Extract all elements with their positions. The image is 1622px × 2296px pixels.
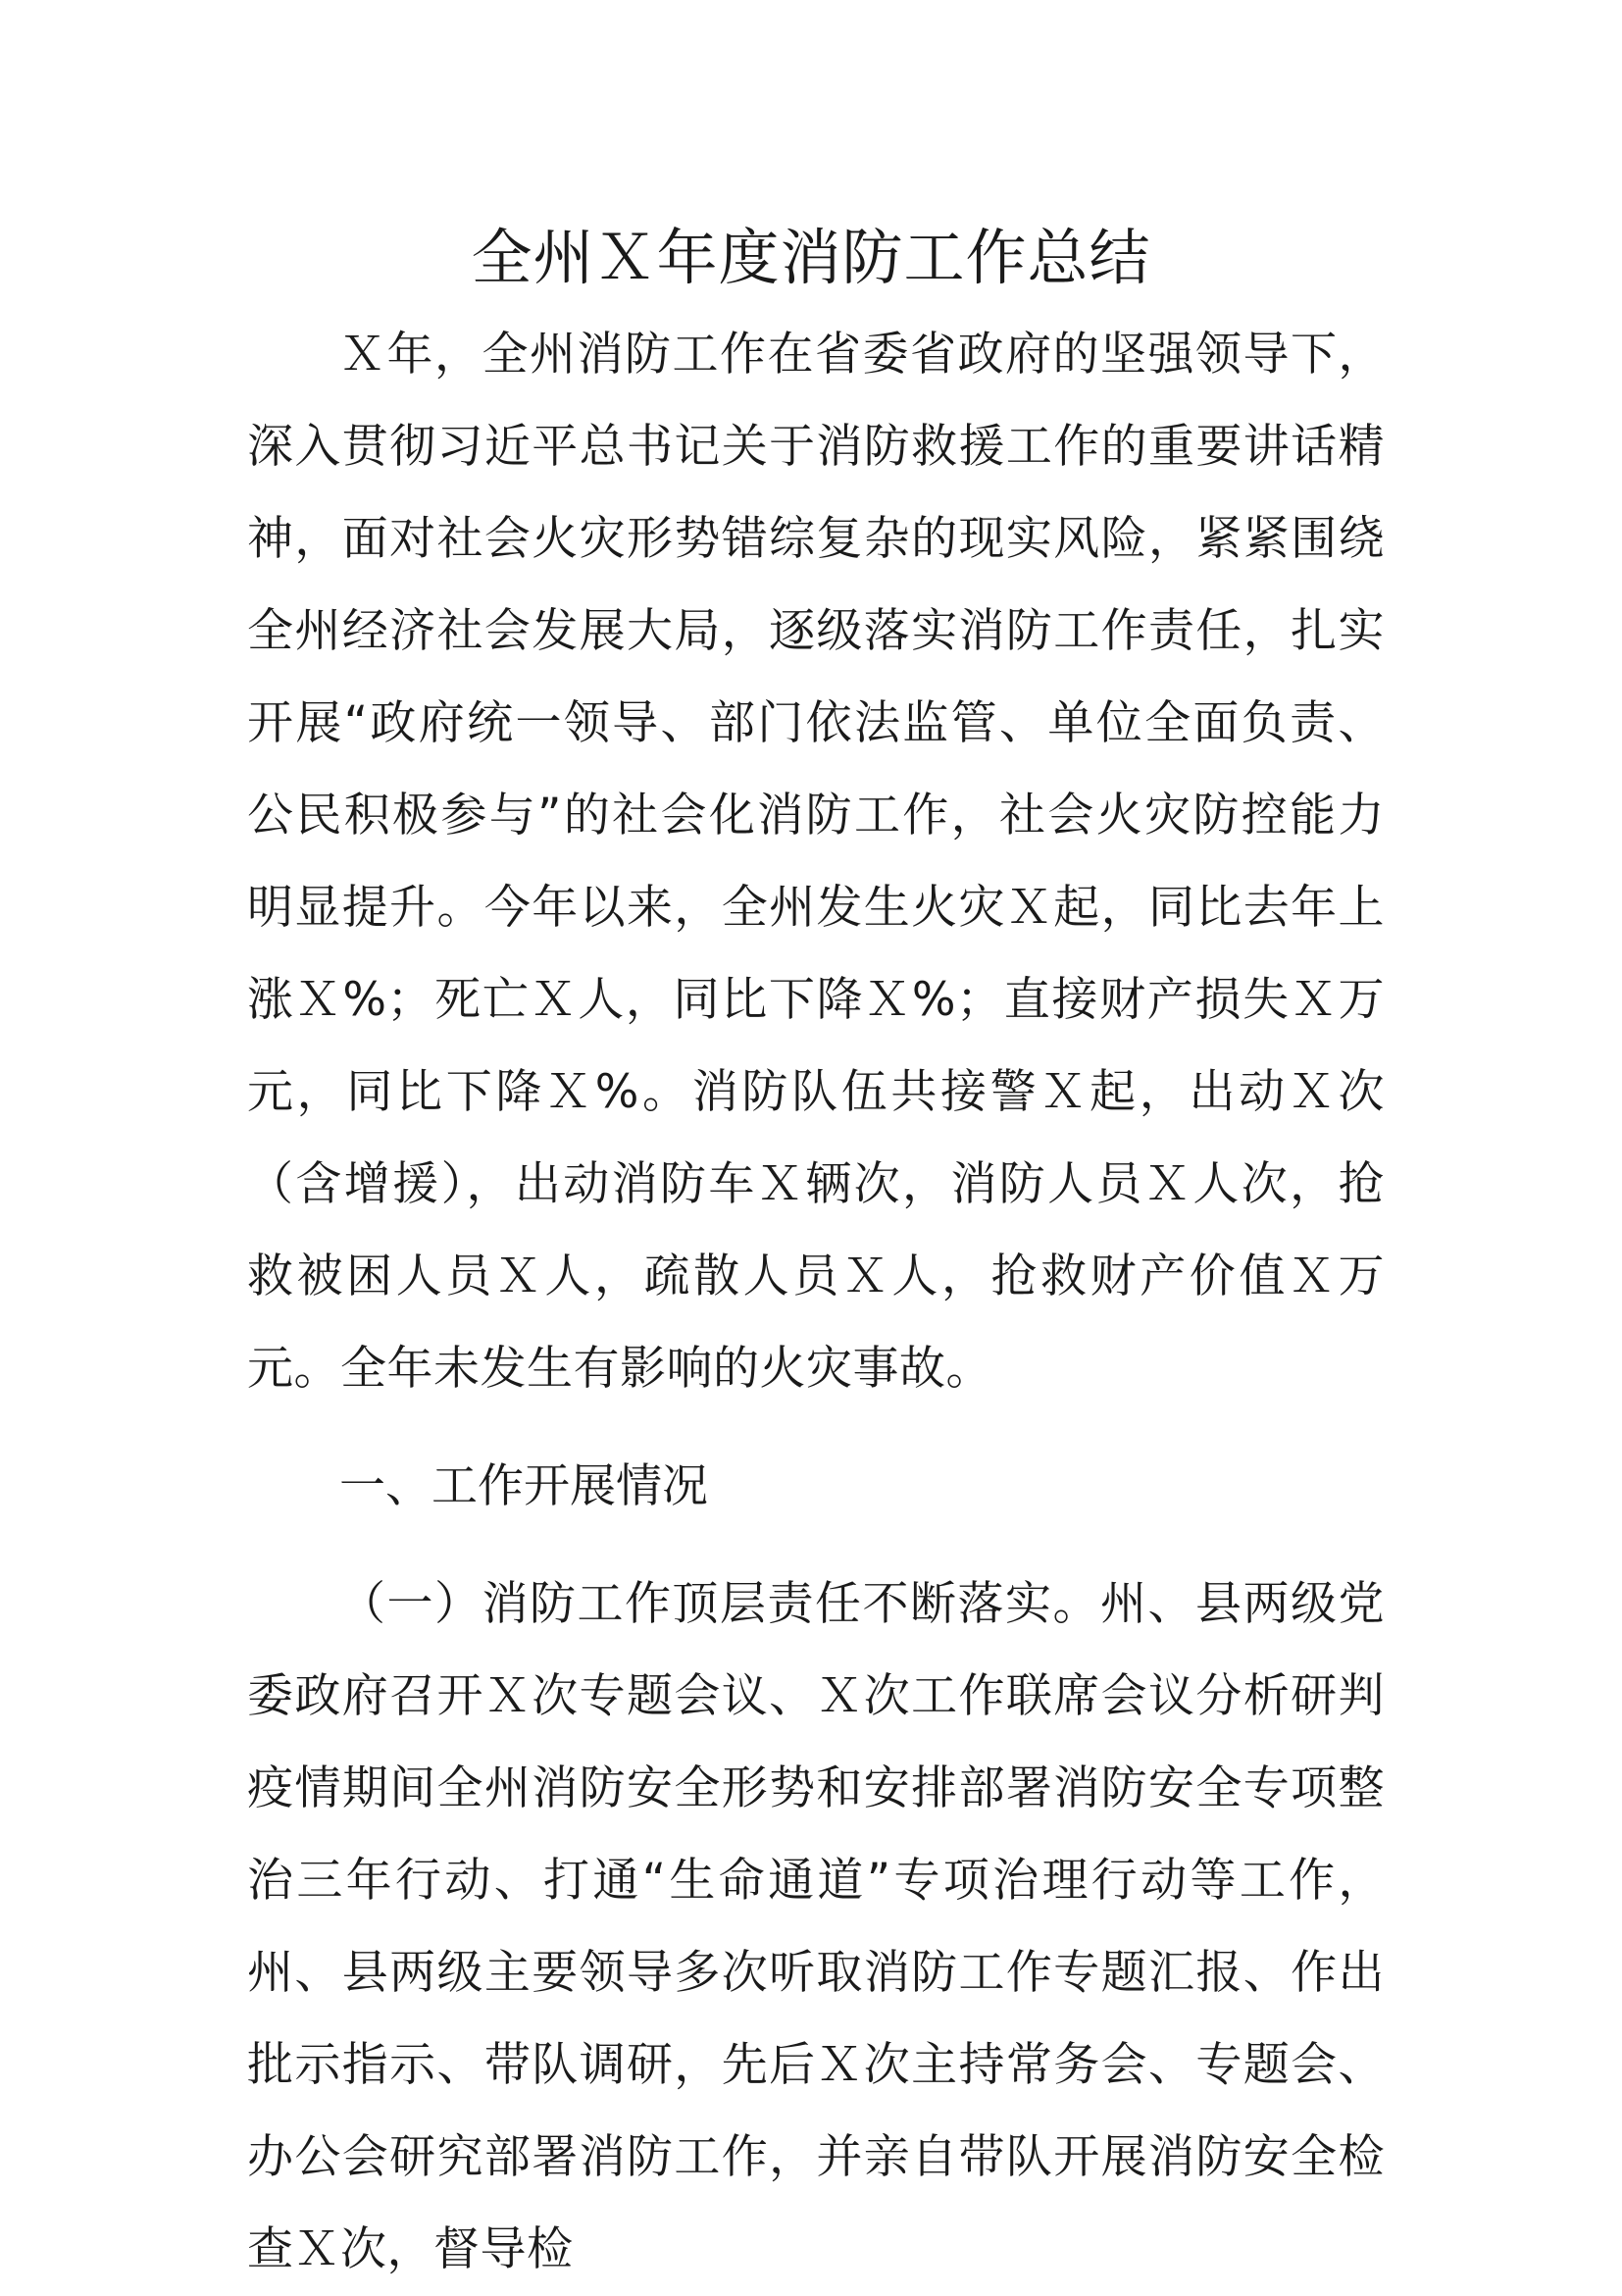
subsection-paragraph: （一）消防工作顶层责任不断落实。州、县两级党委政府召开Ｘ次专题会议、Ｘ次工作联席会议分析研判疫情期间全州消防安全形势和安排部署消防安全专项整治三年行动、打通“生命通道”专项治理行动等工作，州、县两级主要领导多次听取消防工作专题汇报、作出批示指示、带队调研，先后Ｘ次主持常务会、专题会、办公会研究部署消防工作，并亲自带队开展消防安全检查Ｘ次，督导检 (247, 1577, 1385, 2276)
intro-paragraph: Ｘ年，全州消防工作在省委省政府的坚强领导下，深入贯彻习近平总书记关于消防救援工作的重要讲话精神，面对社会火灾形势错综复杂的现实风险，紧紧围绕全州经济社会发展大局，逐级落实消防工作责任，扎实开展“政府统一领导、部门依法监管、单位全面负责、公民积极参与”的社会化消防工作，社会火灾防控能力明显提升。今年以来，全州发生火灾Ｘ起，同比去年上涨Ｘ%；死亡Ｘ人，同比下降Ｘ%；直接财产损失Ｘ万元，同比下降Ｘ%。消防队伍共接警Ｘ起，出动Ｘ次（含增援），出动消防车Ｘ辆次，消防人员Ｘ人次，抢救被困人员Ｘ人，疏散人员Ｘ人，抢救财产价值Ｘ万元。全年未发生有影响的火灾事故。 (247, 328, 1385, 1396)
section-heading: 一、工作开展情况 (339, 1459, 708, 1513)
document-title: 全州Ｘ年度消防工作总结 (471, 222, 1151, 293)
document-body (247, 309, 1385, 2296)
